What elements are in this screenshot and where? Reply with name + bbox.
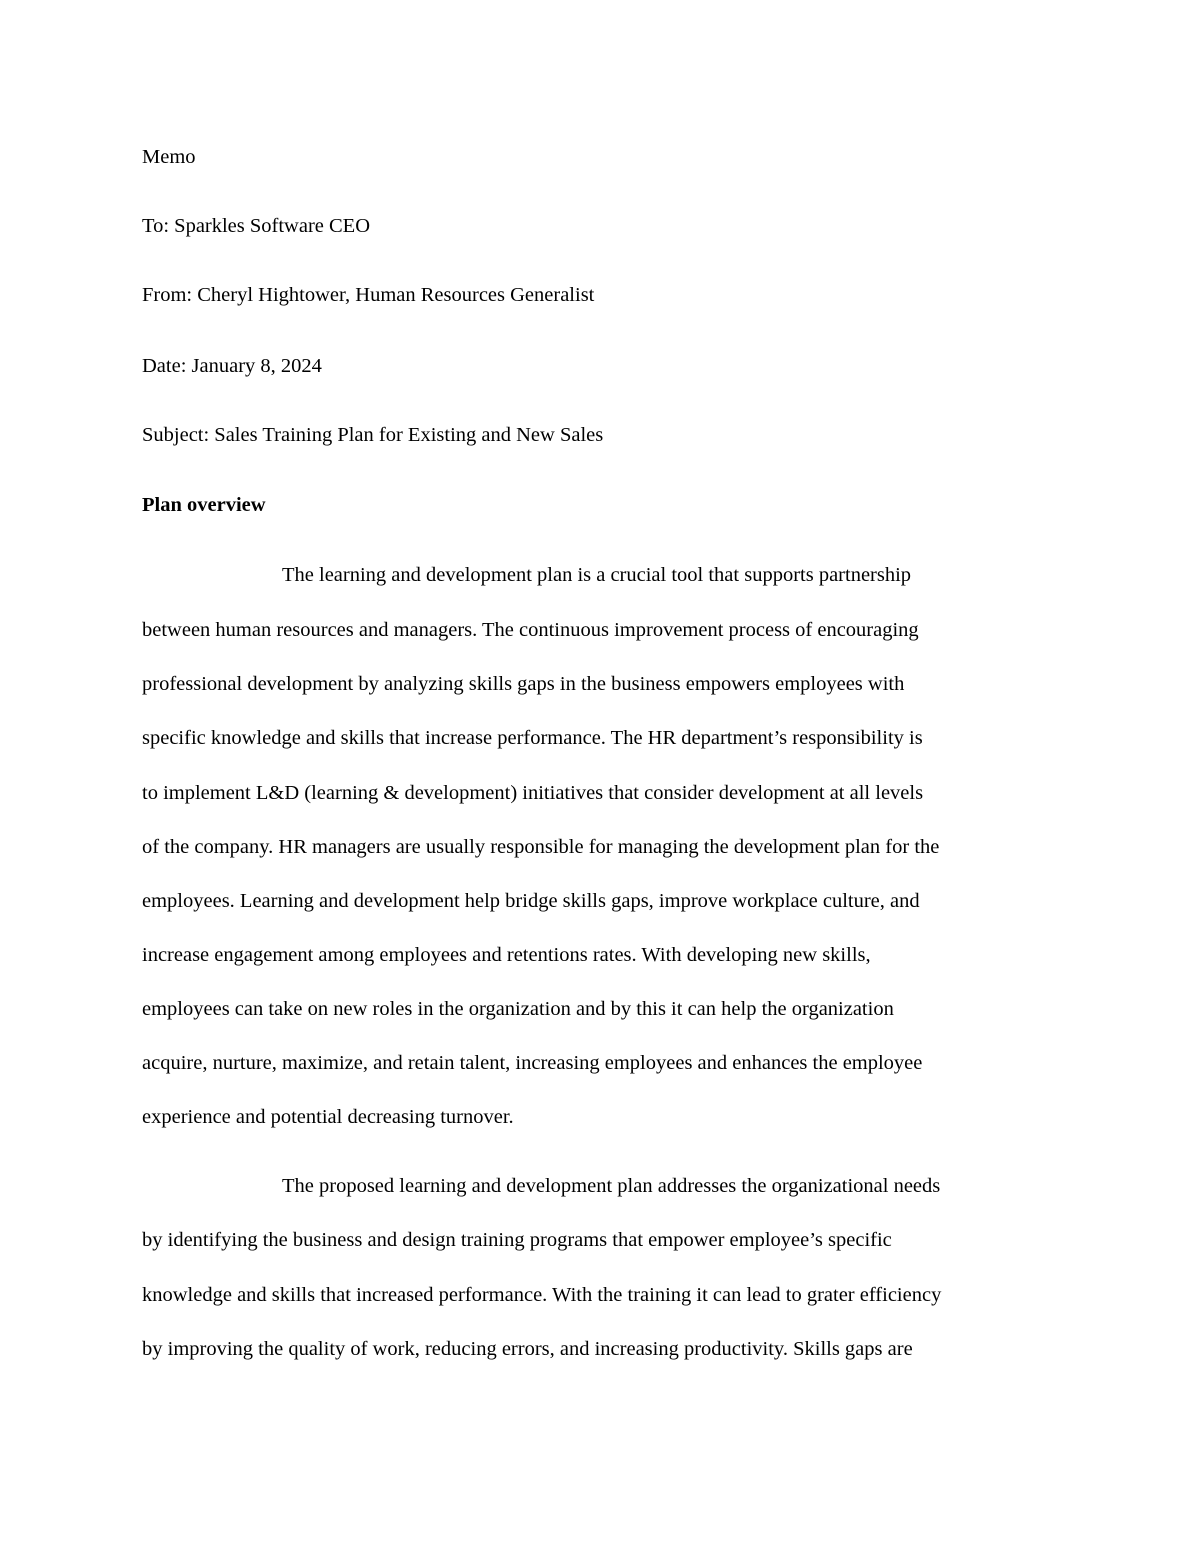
paragraph-line: by identifying the business and design training programs that empower employee’s specific xyxy=(142,1229,892,1251)
paragraph-line: specific knowledge and skills that increase performance. The HR department’s responsibility is xyxy=(142,727,923,749)
paragraph-line: The proposed learning and development plan addresses the organizational needs xyxy=(282,1175,941,1197)
memo-from-line: From: Cheryl Hightower, Human Resources Generalist xyxy=(142,284,595,306)
memo-date-line: Date: January 8, 2024 xyxy=(142,355,322,377)
paragraph-line: employees can take on new roles in the organization and by this it can help the organization xyxy=(142,998,894,1020)
section-heading: Plan overview xyxy=(142,494,266,516)
paragraph-line: of the company. HR managers are usually responsible for managing the development plan for the xyxy=(142,836,940,858)
paragraph-line: by improving the quality of work, reducing errors, and increasing productivity. Skills gaps are xyxy=(142,1338,913,1360)
paragraph-line: experience and potential decreasing turnover. xyxy=(142,1106,514,1128)
paragraph-line: professional development by analyzing skills gaps in the business empowers employees with xyxy=(142,673,905,695)
memo-title: Memo xyxy=(142,146,196,168)
memo-subject-line: Subject: Sales Training Plan for Existing and New Sales xyxy=(142,424,604,446)
paragraph-line: employees. Learning and development help bridge skills gaps, improve workplace culture, and xyxy=(142,890,920,912)
paragraph-line: knowledge and skills that increased performance. With the training it can lead to grater efficiency xyxy=(142,1284,942,1306)
paragraph-line: The learning and development plan is a crucial tool that supports partnership xyxy=(282,564,912,586)
paragraph-line: increase engagement among employees and retentions rates. With developing new skills, xyxy=(142,944,871,966)
paragraph-line: to implement L&D (learning & development) initiatives that consider development at all levels xyxy=(142,782,924,804)
paragraph-line: between human resources and managers. The continuous improvement process of encouraging xyxy=(142,619,919,641)
memo-to-line: To: Sparkles Software CEO xyxy=(142,215,371,237)
paragraph-line: acquire, nurture, maximize, and retain talent, increasing employees and enhances the employee xyxy=(142,1052,923,1074)
